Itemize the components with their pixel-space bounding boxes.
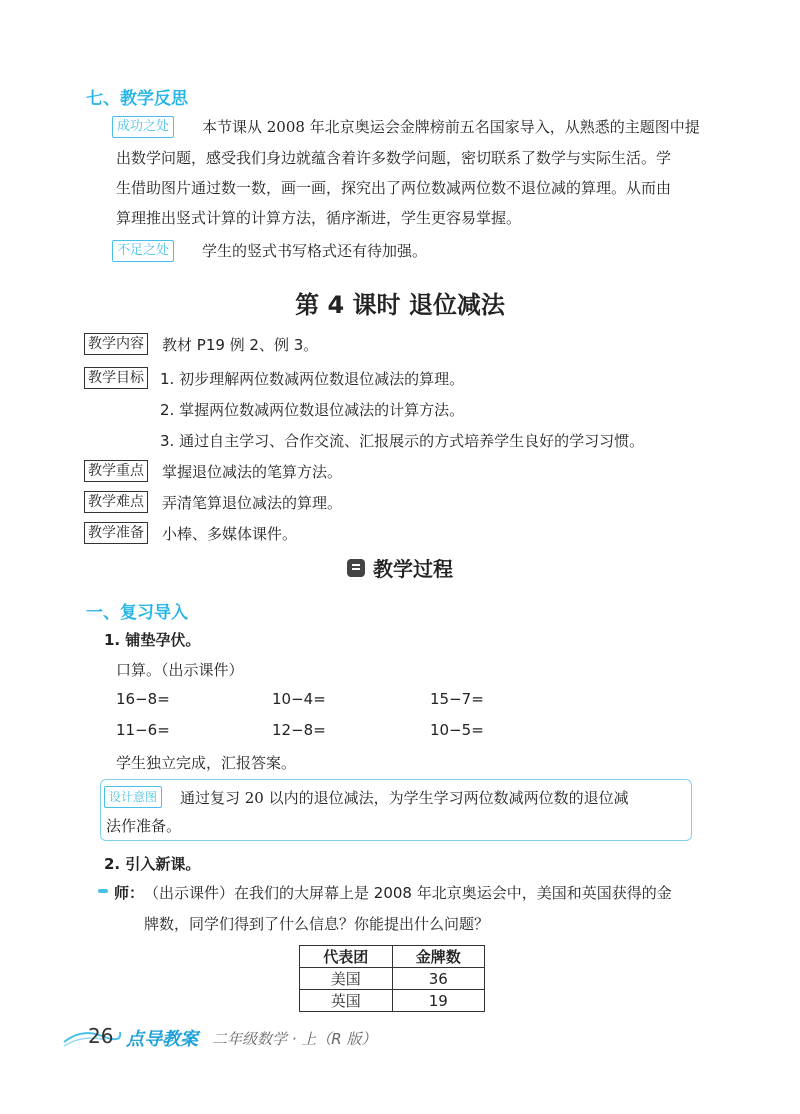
- design-line-1: 通过复习 20 以内的退位减法，为学生学习两位数减两位数的退位减: [180, 789, 629, 807]
- success-line-3: 生借助图片通过数一数，画一画，探究出了两位数减两位数不退位减的算理。从而由: [116, 179, 672, 197]
- section-review-heading: 一、复习导入: [86, 603, 188, 623]
- mental-calc-text: 口算。（出示课件）: [116, 661, 244, 679]
- objective-3: 3. 通过自主学习、合作交流、汇报展示的方式培养学生良好的学习习惯。: [160, 432, 645, 450]
- medal-table: [299, 945, 485, 1012]
- problem-3: 15−7=: [430, 690, 484, 708]
- header-gold-count: 金牌数: [392, 946, 485, 968]
- success-tag: [112, 115, 174, 138]
- deficiency-text: 学生的竖式书写格式还有待加强。: [202, 242, 428, 260]
- lesson-title: 第 4 课时 退位减法: [295, 291, 505, 319]
- teacher-line-1: （出示课件）在我们的大屏幕上是 2008 年北京奥运会中，美国和英国获得的金: [144, 884, 672, 902]
- header-delegation: 代表团: [300, 946, 393, 968]
- preparation-text: 小棒、多媒体课件。: [162, 525, 298, 543]
- page-number: 26: [88, 1024, 114, 1048]
- teacher-line-2: 牌数，同学们得到了什么信息？你能提出什么问题？: [144, 915, 490, 933]
- difficulty-text: 弄清笔算退位减法的算理。: [162, 494, 343, 512]
- success-tag-label: 成功之处: [112, 116, 174, 138]
- objective-1: 1. 初步理解两位数减两位数退位减法的算理。: [160, 370, 465, 388]
- success-line-1: 本节课从 2008 年北京奥运会金牌榜前五名国家导入，从熟悉的主题图中提: [202, 118, 700, 136]
- problem-2: 10−4=: [272, 690, 326, 708]
- deficiency-tag: [112, 239, 174, 262]
- table-row: 美国 36: [300, 968, 485, 990]
- deficiency-tag-label: 不足之处: [112, 240, 174, 262]
- step2-title: 2. 引入新课。: [104, 855, 201, 873]
- process-heading: 教学过程: [373, 557, 453, 581]
- answer-text: 学生独立完成，汇报答案。: [116, 754, 297, 772]
- problem-4: 11−6=: [116, 721, 170, 739]
- label-preparation: 教学准备: [84, 522, 148, 544]
- label-content: 教学内容: [84, 333, 148, 355]
- brand-logo: 点导教案: [126, 1029, 198, 1050]
- step1-title: 1. 铺垫孕伏。: [104, 631, 201, 649]
- success-line-2: 出数学问题，感受我们身边就蕴含着许多数学问题，密切联系了数学与实际生活。学: [116, 149, 672, 167]
- book-title: 二年级数学 · 上（R 版）: [212, 1030, 377, 1048]
- process-header: [0, 553, 800, 582]
- table-row: 英国 19: [300, 990, 485, 1012]
- objective-2: 2. 掌握两位数减两位数退位减法的计算方法。: [160, 401, 465, 419]
- design-tag: 设计意图: [104, 786, 162, 808]
- success-line-4: 算理推出竖式计算的计算方法，循序渐进，学生更容易掌握。: [116, 209, 522, 227]
- notebook-icon: [347, 559, 365, 577]
- problem-1: 16−8=: [116, 690, 170, 708]
- problem-6: 10−5=: [430, 721, 484, 739]
- label-objectives: 教学目标: [84, 367, 148, 389]
- label-key-point: 教学重点: [84, 460, 148, 482]
- reflection-heading: 七、教学反思: [86, 89, 188, 109]
- table-header-row: [300, 946, 485, 968]
- problem-5: 12−8=: [272, 721, 326, 739]
- bullet-marker: [98, 889, 108, 893]
- content-line: 教材 P19 例 2、例 3。: [162, 336, 319, 354]
- design-line-2: 法作准备。: [106, 817, 182, 835]
- teacher-label: 师：: [114, 884, 145, 902]
- label-difficulty: 教学难点: [84, 491, 148, 513]
- key-point-text: 掌握退位减法的笔算方法。: [162, 463, 343, 481]
